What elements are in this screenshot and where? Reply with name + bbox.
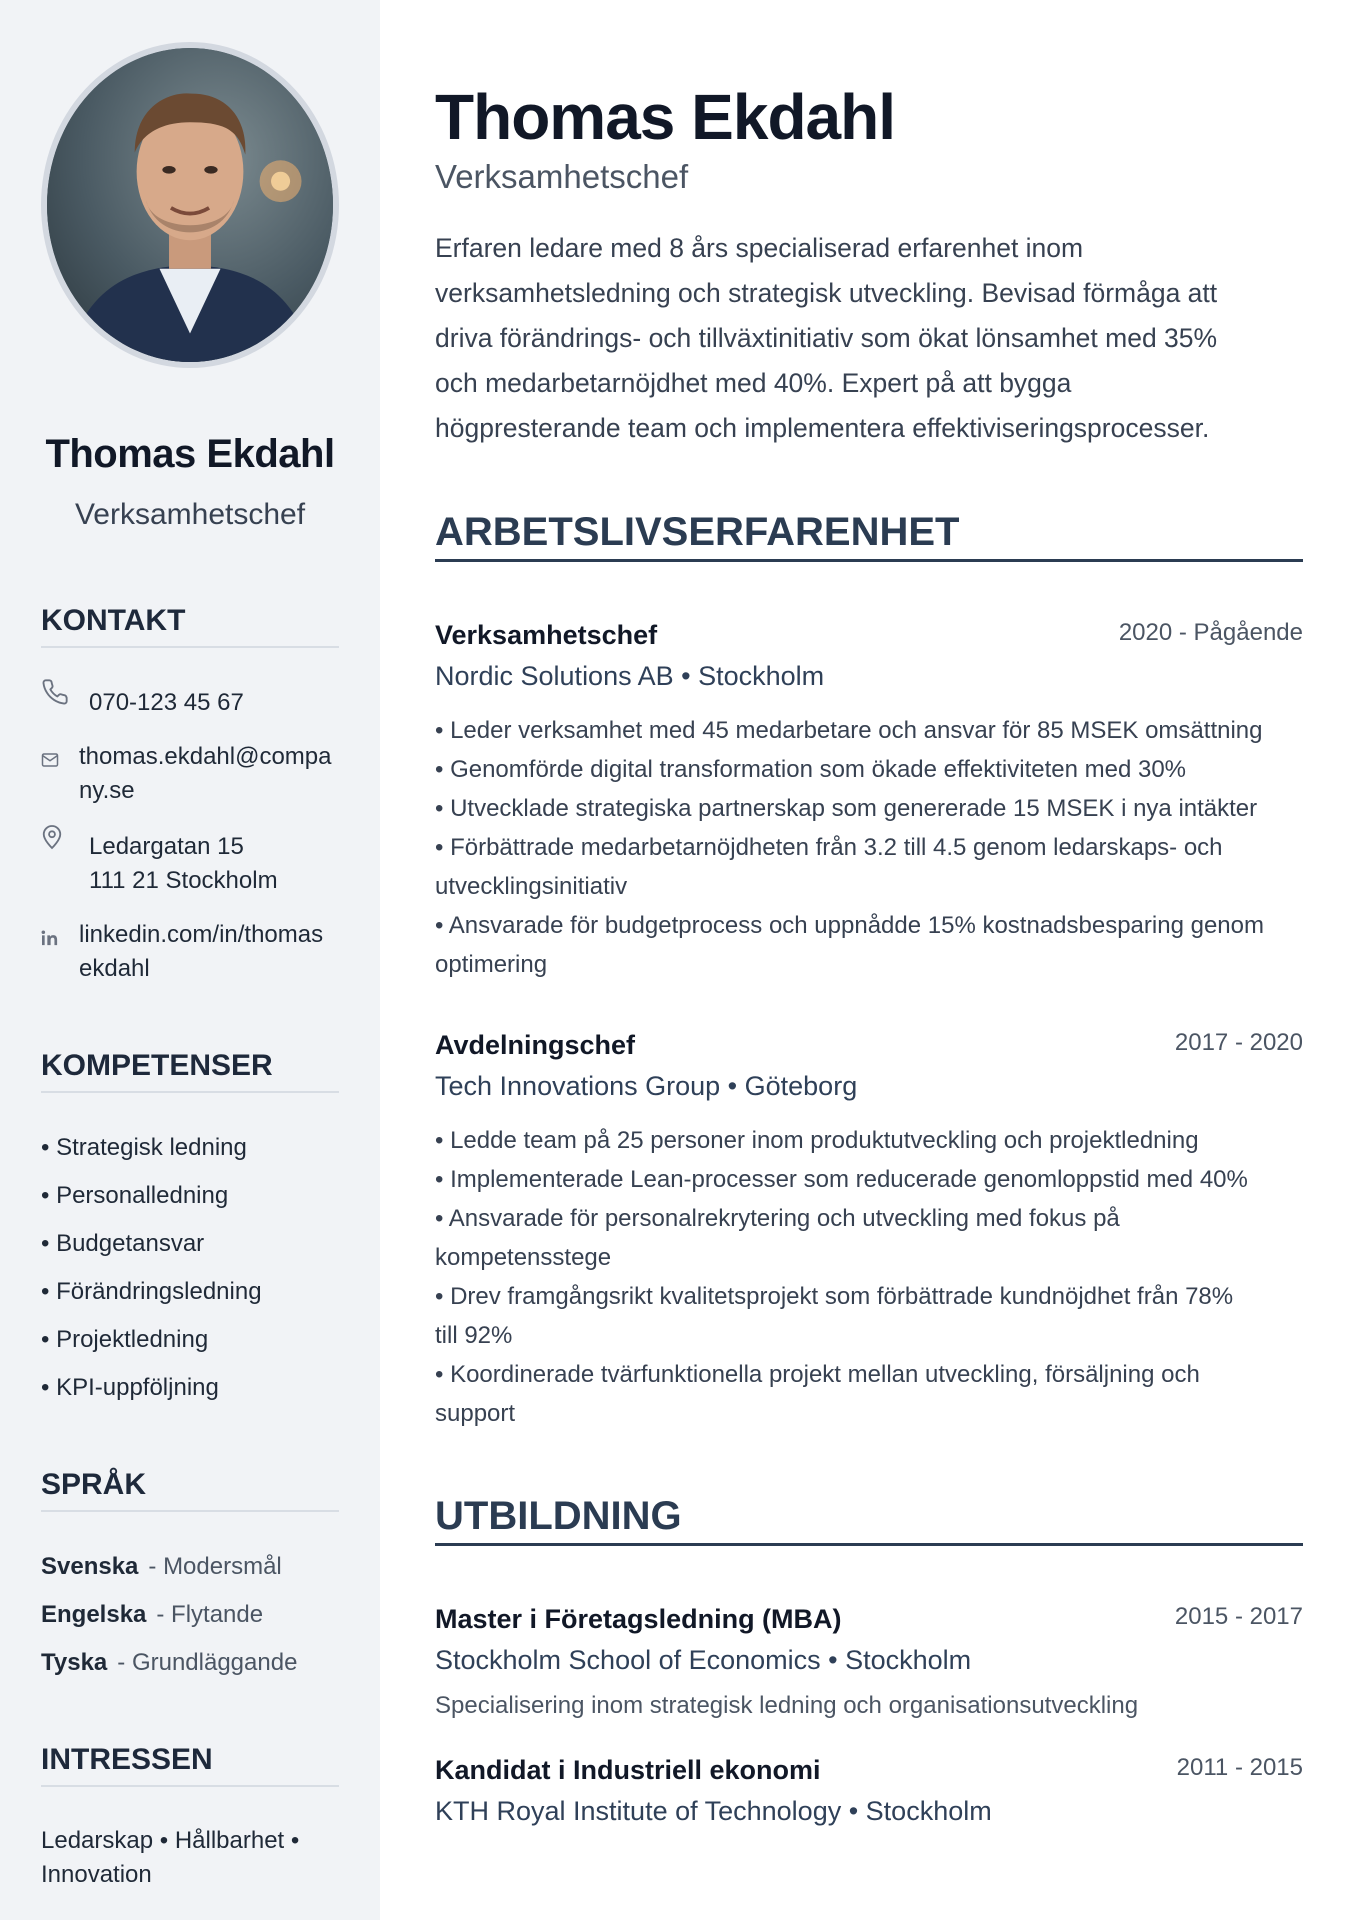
job-bullet: • Leder verksamhet med 45 medarbetare och ansvar för 85 MSEK omsättning: [435, 717, 1263, 744]
job-bullet: • Utvecklade strategiska partnerskap som genererade 15 MSEK i nya intäkter: [435, 795, 1258, 822]
linkedin-icon: [41, 918, 79, 986]
education-degree: Master i Företagsledning (MBA): [435, 1604, 842, 1634]
language-level: - Grundläggande: [117, 1649, 298, 1676]
skill-item: • Personalledning: [41, 1182, 229, 1209]
language-item: [41, 1601, 263, 1629]
interests-line-1: Ledarskap • Hållbarhet •: [41, 1827, 300, 1854]
linkedin-text: [79, 918, 323, 986]
phone-number: 070-123 45 67: [89, 689, 244, 716]
job-date: 2020 - Pågående: [1118, 619, 1303, 646]
skills-heading: KOMPETENSER: [41, 1049, 339, 1093]
job-bullets: [435, 711, 1303, 984]
interests-heading: INTRESSEN: [41, 1743, 339, 1787]
job-title: Avdelningschef: [435, 1030, 636, 1060]
location-pin-icon: [41, 822, 79, 898]
skill-item: • Projektledning: [41, 1326, 209, 1353]
job-title: Verksamhetschef: [435, 620, 658, 650]
mail-icon: [41, 740, 79, 808]
job-date: 2017 - 2020: [1174, 1029, 1303, 1056]
job-organization: Tech Innovations Group • Göteborg: [435, 1071, 858, 1101]
contact-address: [41, 822, 341, 898]
experience-heading: ARBETSLIVSERFARENHET: [435, 510, 1303, 562]
summary-line: högpresterande team och implementera effektiviseringsprocesser.: [435, 413, 1210, 443]
profile-photo: [47, 48, 333, 362]
contact-email[interactable]: [41, 740, 341, 808]
skill-item: • Strategisk ledning: [41, 1134, 247, 1161]
education-school: Stockholm School of Economics • Stockholm: [435, 1645, 972, 1675]
education-date: 2015 - 2017: [1174, 1603, 1303, 1630]
languages-heading: SPRÅK: [41, 1468, 339, 1512]
education-heading: UTBILDNING: [435, 1494, 1303, 1546]
job-bullet: • Förbättrade medarbetarnöjdheten från 3.2 till 4.5 genom ledarskaps- och: [435, 834, 1223, 861]
language-level: - Modersmål: [148, 1553, 282, 1580]
language-name: Svenska: [41, 1553, 139, 1580]
address-line-1: Ledargatan 15: [89, 833, 244, 860]
language-level: - Flytande: [156, 1601, 264, 1628]
summary-line: Erfaren ledare med 8 års specialiserad erfarenhet inom: [435, 233, 1084, 263]
job-bullets: [435, 1121, 1303, 1433]
main-job-title: Verksamhetschef: [435, 158, 689, 195]
job-bullet: • Genomförde digital transformation som ökade effektiviteten med 30%: [435, 756, 1187, 783]
sidebar-job-title: Verksamhetschef: [74, 498, 306, 531]
summary-line: driva förändrings- och tillväxtinitiativ som ökat lönsamhet med 35%: [435, 323, 1218, 353]
sidebar: [0, 0, 380, 1920]
education-date: 2011 - 2015: [1176, 1754, 1303, 1781]
job-bullet: kompetensstege: [435, 1244, 612, 1271]
job-bullet: support: [435, 1400, 516, 1427]
avatar: [41, 42, 339, 368]
education-degree: Kandidat i Industriell ekonomi: [435, 1755, 821, 1785]
job-bullet: • Ansvarade för personalrekrytering och utveckling med fokus på: [435, 1205, 1120, 1232]
education-note: Specialisering inom strategisk ledning och organisationsutveckling: [435, 1692, 1139, 1719]
interests-line-2: Innovation: [41, 1861, 152, 1888]
linkedin-line-1: linkedin.com/in/thomas: [79, 921, 324, 948]
address-line-2: 111 21 Stockholm: [89, 867, 278, 894]
contact-heading: KONTAKT: [41, 604, 339, 648]
job-bullet: utvecklingsinitiativ: [435, 873, 628, 900]
language-item: [41, 1649, 297, 1677]
job-bullet: • Implementerade Lean-processer som reducerade genomloppstid med 40%: [435, 1166, 1248, 1193]
contact-linkedin[interactable]: [41, 918, 341, 986]
main-name: Thomas Ekdahl: [435, 81, 895, 153]
email-text: [79, 740, 332, 808]
summary-line: verksamhetsledning och strategisk utveckling. Bevisad förmåga att: [435, 278, 1218, 308]
language-name: Engelska: [41, 1601, 147, 1628]
email-line-2: ny.se: [79, 777, 135, 804]
job-bullet: • Ansvarade för budgetprocess och uppnådde 15% kostnadsbesparing genom: [435, 912, 1264, 939]
job-bullet: till 92%: [435, 1322, 513, 1349]
sidebar-name: Thomas Ekdahl: [45, 432, 335, 476]
linkedin-line-2: ekdahl: [79, 955, 150, 982]
skill-item: • Förändringsledning: [41, 1278, 262, 1305]
job-bullet: optimering: [435, 951, 548, 978]
language-name: Tyska: [41, 1649, 108, 1676]
address-text: [79, 822, 278, 898]
skill-item: • Budgetansvar: [41, 1230, 205, 1257]
contact-phone[interactable]: [41, 676, 341, 720]
skill-item: • KPI-uppföljning: [41, 1374, 219, 1401]
job-organization: Nordic Solutions AB • Stockholm: [435, 661, 825, 691]
phone-icon: [41, 676, 79, 720]
education-school: KTH Royal Institute of Technology • Stockholm: [435, 1796, 992, 1826]
summary-line: och medarbetarnöjdhet med 40%. Expert på att bygga: [435, 368, 1072, 398]
email-line-1: thomas.ekdahl@compa: [79, 743, 332, 770]
language-item: [41, 1553, 282, 1581]
job-bullet: • Drev framgångsrikt kvalitetsprojekt som förbättrade kundnöjdhet från 78%: [435, 1283, 1234, 1310]
profile-summary: [435, 226, 1303, 451]
interests-list: [41, 1824, 341, 1892]
job-bullet: • Koordinerade tvärfunktionella projekt mellan utveckling, försäljning och: [435, 1361, 1200, 1388]
job-bullet: • Ledde team på 25 personer inom produktutveckling och projektledning: [435, 1127, 1199, 1154]
